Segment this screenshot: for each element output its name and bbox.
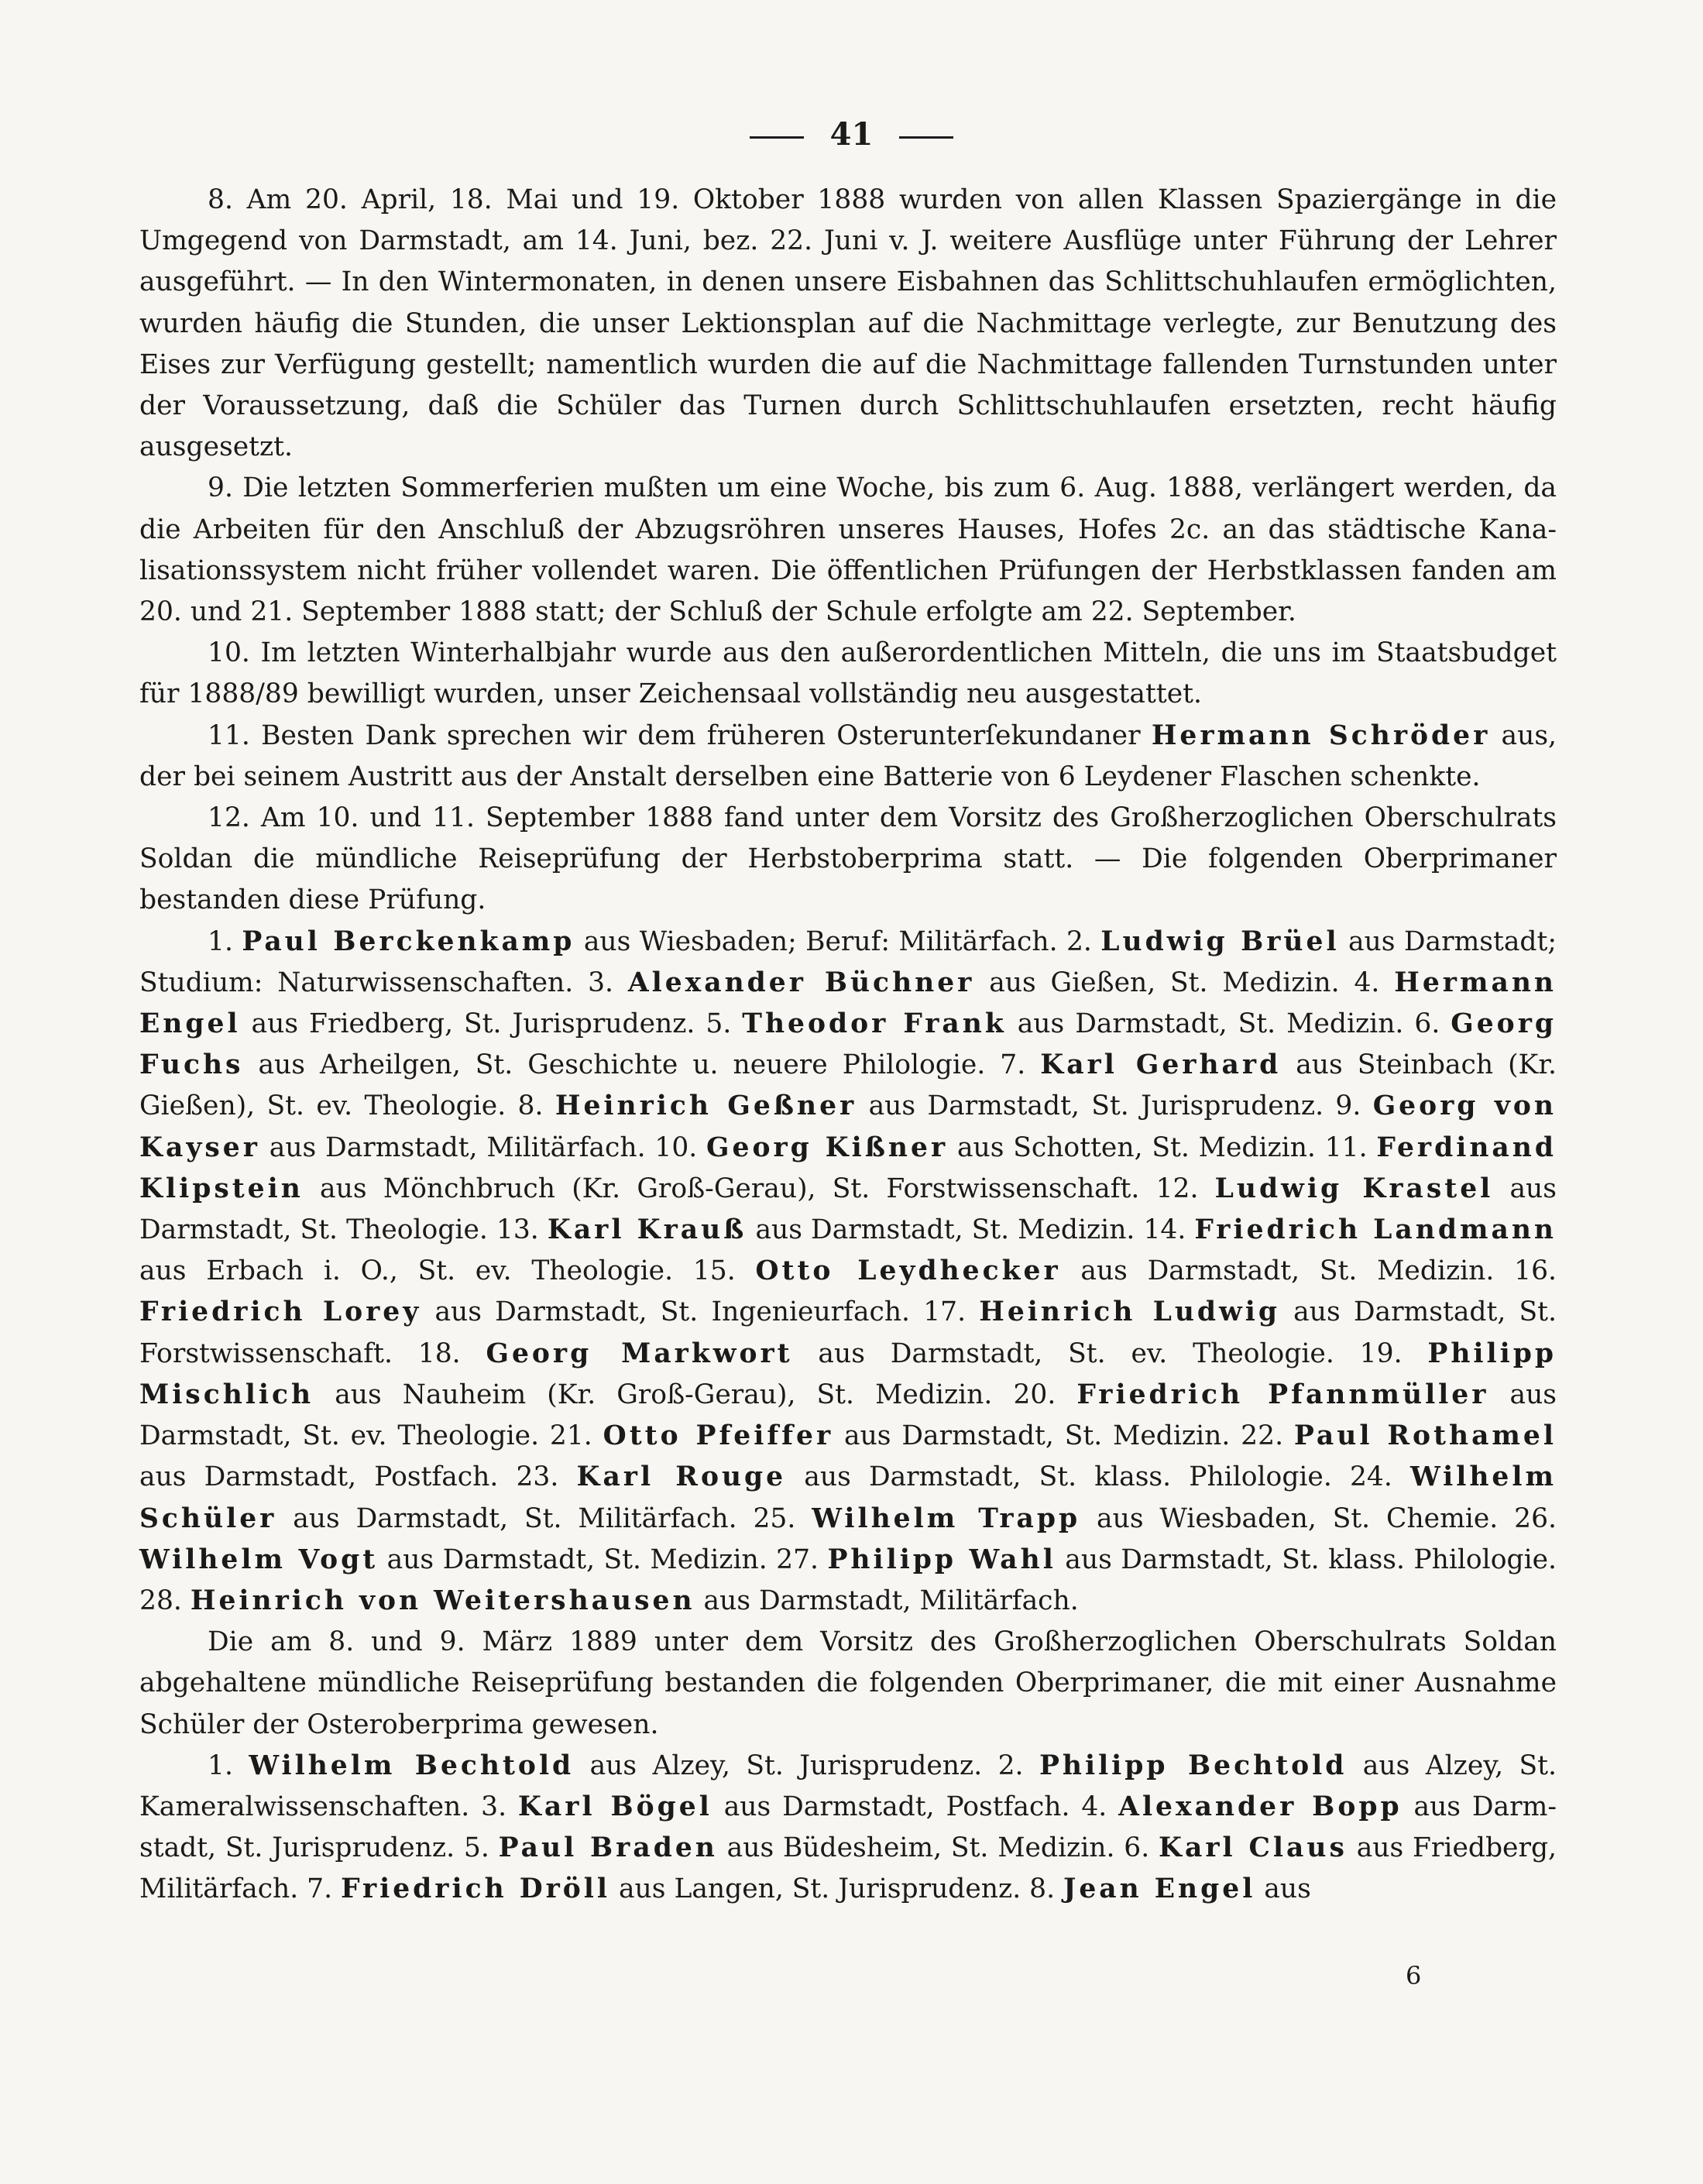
person-name: Philipp Bechtold	[1039, 1750, 1348, 1781]
header-dash-right	[899, 136, 953, 139]
text-run: aus Friedberg, Militärfach. 7.	[139, 1832, 1557, 1905]
paragraph	[139, 468, 1557, 633]
paragraph	[139, 798, 1557, 922]
page-header	[0, 116, 1703, 153]
text-run: 9. Die letzten Sommerferien mußten um eine Woche, bis zum 6. Aug. 1888, verlängert werden, da die Arbeiten für den Anschluß der Abzugsröhren unseres Hauses, Hofes 2c. an das städtische Kanalisationssystem nicht früher vollendet waren. Die öffentlichen Prüfungen der Herbstklassen fanden am 20. und 21. September 1888 statt; der Schluß der Schule erfolgte am 22. September.	[139, 472, 1557, 628]
text-run: aus Darmstadt; Studium: Naturwissenschaften. 3.	[139, 925, 1557, 998]
person-name: Georg Markwort	[486, 1338, 793, 1369]
person-name: Heinrich Ludwig	[979, 1296, 1280, 1328]
text-run: Die am 8. und 9. März 1889 unter dem Vorsitz des Großherzoglichen Oberschulrats Soldan abgehaltene mündliche Reiseprüfung bestanden die folgenden Oberprimaner, die mit einer Ausnahme Schüler der Osteroberprima gewesen.	[139, 1626, 1557, 1740]
text-run: aus Darmstadt, St. Jurisprudenz. 5.	[139, 1791, 1557, 1864]
body-text	[139, 180, 1557, 1911]
paragraph	[139, 716, 1557, 798]
text-run: aus	[1255, 1873, 1311, 1905]
page-number: 41	[829, 116, 874, 153]
person-name: Ludwig Krastel	[1214, 1173, 1494, 1204]
paragraph	[139, 1622, 1557, 1746]
text-run: aus Gießen, St. Medizin. 4.	[974, 967, 1395, 998]
paragraph	[139, 180, 1557, 468]
person-name: Philipp Mischlich	[139, 1338, 1557, 1410]
person-name: Paul Berckenkamp	[242, 925, 575, 957]
person-name: Karl Gerhard	[1040, 1049, 1282, 1081]
person-name: Hermann Engel	[139, 967, 1557, 1040]
person-name: Friedrich Dröll	[341, 1873, 611, 1905]
sheet-signature: 6	[1406, 1961, 1422, 1990]
text-run: aus Darmstadt, St. Forstwissenschaft. 18.	[139, 1296, 1557, 1369]
text-run: aus Darmstadt, St. Theologie. 13.	[139, 1173, 1557, 1246]
text-run: aus Mönchbruch (Kr. Groß-Gerau), St. Forstwissenschaft. 12.	[303, 1173, 1215, 1204]
text-run: aus Darmstadt, Militärfach.	[695, 1585, 1079, 1616]
person-name: Karl Rouge	[576, 1461, 787, 1493]
text-run: aus Darmstadt, St. ev. Theologie. 19.	[792, 1338, 1428, 1369]
text-run: aus Darmstadt, St. Medizin. 16.	[1060, 1255, 1557, 1287]
person-name: Wilhelm Bechtold	[249, 1750, 575, 1781]
text-run: aus Schotten, St. Medizin. 11.	[948, 1131, 1377, 1163]
person-name: Wilhelm Schüler	[139, 1461, 1557, 1534]
text-run: 12. Am 10. und 11. September 1888 fand unter dem Vorsitz des Großherzoglichen Oberschulrats Soldan die mündliche Reiseprüfung der Herbstoberprima statt. — Die folgenden Oberprimaner bestanden diese Prüfung.	[139, 802, 1557, 916]
person-name: Alexander Bopp	[1118, 1791, 1403, 1822]
text-run: aus Wiesbaden; Beruf: Militärfach. 2.	[575, 925, 1101, 957]
person-name: Georg von Kayser	[139, 1090, 1557, 1163]
text-run: aus Wiesbaden, St. Chemie. 26.	[1080, 1502, 1557, 1534]
paragraph	[139, 922, 1557, 1622]
person-name: Philipp Wahl	[827, 1544, 1056, 1575]
text-run: aus Erbach i. O., St. ev. Theologie. 15.	[139, 1255, 756, 1287]
person-name: Otto Leydhecker	[755, 1255, 1061, 1287]
person-name: Hermann Schröder	[1151, 719, 1491, 751]
person-name: Georg Fuchs	[139, 1008, 1557, 1081]
text-run: 1.	[208, 925, 242, 957]
text-run: aus Arheilgen, St. Geschichte u. neuere Philologie. 7.	[243, 1049, 1041, 1081]
text-run: aus Darmstadt, St. Medizin. 6.	[1006, 1008, 1451, 1040]
text-run: 11. Besten Dank sprechen wir dem früheren Osterunterſekundaner	[208, 719, 1152, 751]
text-run: aus Nauheim (Kr. Groß-Gerau), St. Medizin. 20.	[314, 1379, 1077, 1410]
person-name: Ferdinand Klipstein	[139, 1131, 1557, 1204]
person-name: Friedrich Pfannmüller	[1076, 1379, 1489, 1410]
text-run: aus Steinbach (Kr. Gießen), St. ev. Theologie. 8.	[139, 1049, 1557, 1122]
person-name: Friedrich Lorey	[139, 1296, 422, 1328]
header-dash-left	[750, 136, 804, 139]
text-run: aus Darmstadt, St. Medizin. 22.	[833, 1420, 1294, 1452]
text-run: aus Langen, St. Jurisprudenz. 8.	[610, 1873, 1064, 1905]
text-run: 8. Am 20. April, 18. Mai und 19. Oktober 1888 wurden von allen Klassen Spaziergänge in die Umgegend von Darmstadt, am 14. Juni, bez. 22. Juni v. J. weitere Ausflüge unter Führung der Lehrer ausgeführt. — In den Wintermonaten, in denen unsere Eisbahnen das Schlittschuhlaufen ermöglichten, wurden häufig die Stunden, die unser Lektionsplan auf die Nachmittage verlegte, zur Benutzung des Eises zur Verfügung gestellt; namentlich wurden die auf die Nachmittage fallenden Turnstunden unter der Voraussetzung, daß die Schüler das Turnen durch Schlittschuhlaufen ersetzten, recht häufig ausgesetzt.	[139, 184, 1557, 463]
text-run: aus Darmstadt, St. klass. Philologie. 28.	[139, 1544, 1557, 1616]
text-run: aus Darmstadt, Postfach. 4.	[712, 1791, 1119, 1822]
text-run: aus Darmstadt, Militärfach. 10.	[259, 1131, 707, 1163]
paragraph	[139, 633, 1557, 715]
person-name: Paul Braden	[498, 1832, 718, 1864]
person-name: Otto Pfeiffer	[603, 1420, 834, 1452]
text-run: aus Büdesheim, St. Medizin. 6.	[717, 1832, 1159, 1864]
person-name: Karl Claus	[1158, 1832, 1348, 1864]
person-name: Friedrich Landmann	[1194, 1214, 1557, 1246]
text-run: aus Alzey, St. Jurisprudenz. 2.	[574, 1750, 1039, 1781]
person-name: Alexander Büchner	[627, 967, 975, 998]
person-name: Heinrich von Weitershausen	[190, 1585, 695, 1616]
text-run: aus Darmstadt, St. Medizin. 14.	[747, 1214, 1195, 1246]
paragraph	[139, 1746, 1557, 1911]
text-run: aus Alzey, St. Kameralwissenschaften. 3.	[139, 1750, 1557, 1822]
person-name: Paul Rothamel	[1293, 1420, 1557, 1452]
person-name: Georg Kißner	[706, 1131, 949, 1163]
text-run: 1.	[208, 1750, 249, 1781]
person-name: Karl Krauß	[547, 1214, 747, 1246]
text-run: aus Darmstadt, Postfach. 23.	[139, 1461, 577, 1493]
person-name: Theodor Frank	[742, 1008, 1007, 1040]
text-run: aus Darmstadt, St. ev. Theologie. 21.	[139, 1379, 1557, 1452]
person-name: Heinrich Geßner	[555, 1090, 857, 1122]
text-run: aus Darmstadt, St. klass. Philologie. 24.	[786, 1461, 1410, 1493]
text-run: 10. Im letzten Winterhalbjahr wurde aus den außerordentlichen Mitteln, die uns im Staatsbudget für 1888/89 bewilligt wurden, unser Zeichensaal vollständig neu ausgestattet.	[139, 637, 1557, 710]
text-run: aus Darmstadt, St. Medizin. 27.	[378, 1544, 828, 1575]
text-run: aus Darmstadt, St. Ingenieurfach. 17.	[421, 1296, 980, 1328]
text-run: aus Friedberg, St. Jurisprudenz. 5.	[240, 1008, 743, 1040]
person-name: Ludwig Brüel	[1100, 925, 1340, 957]
text-run: aus Darmstadt, St. Militärfach. 25.	[276, 1502, 812, 1534]
person-name: Jean Engel	[1063, 1873, 1256, 1905]
person-name: Wilhelm Trapp	[812, 1502, 1081, 1534]
text-run: aus, der bei seinem Austritt aus der Anstalt derselben eine Batterie von 6 Leydener Flaschen schenkte.	[139, 719, 1557, 792]
text-run: aus Darmstadt, St. Jurisprudenz. 9.	[857, 1090, 1373, 1122]
person-name: Wilhelm Vogt	[139, 1544, 379, 1575]
person-name: Karl Bögel	[517, 1791, 712, 1822]
